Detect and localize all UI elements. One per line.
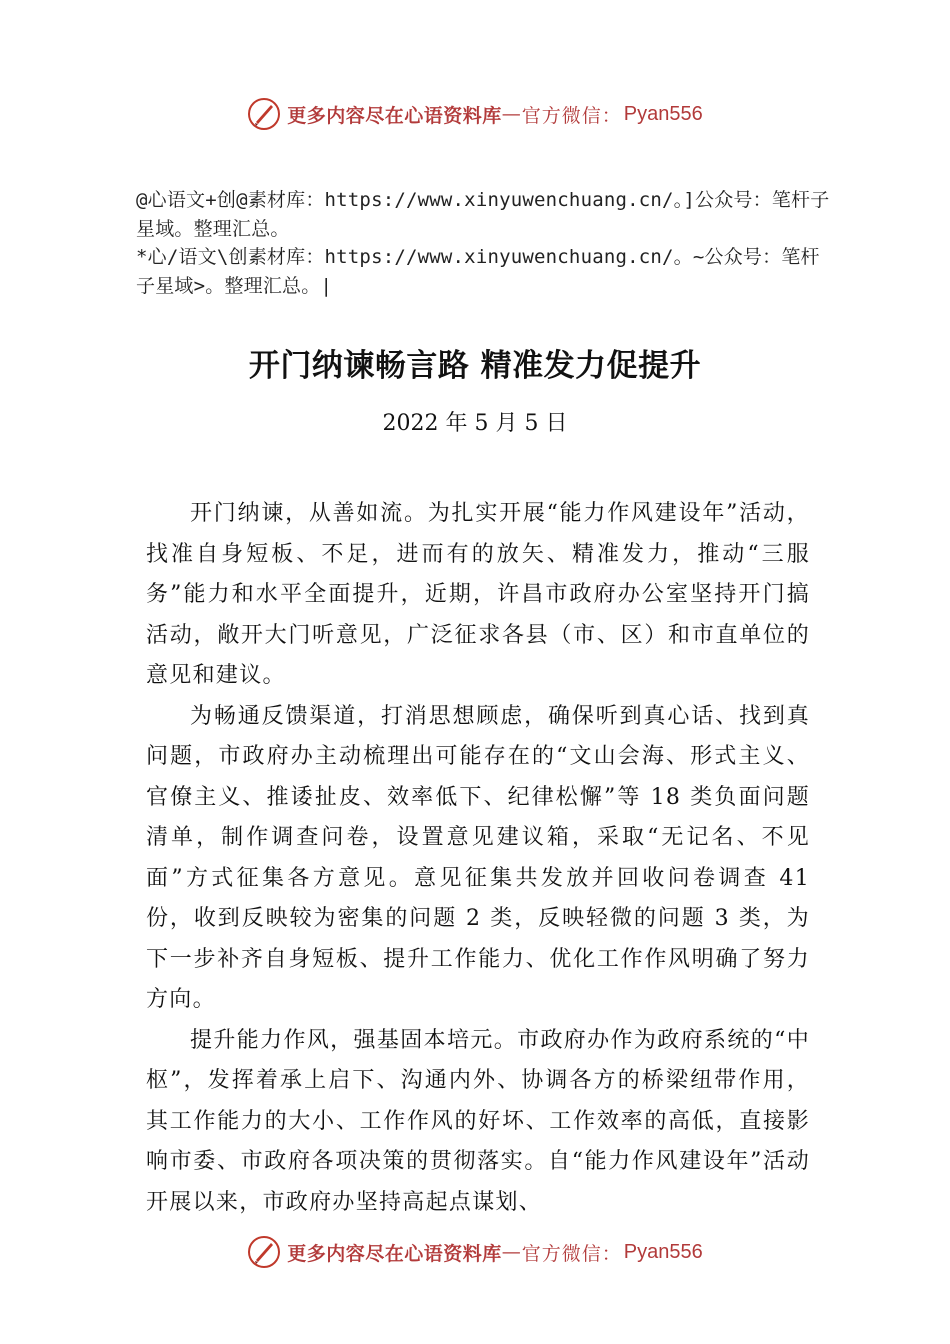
paragraph-3: 提升能力作风，强基固本培元。市政府办作为政府系统的“中枢”，发挥着承上启下、沟通内外、协调各方的桥梁纽带作用，其工作能力的大小、工作作风的好坏、工作效率的高低，直接影响市委、市政府各项决策的贯彻落实。自“能力作风建设年”活动开展以来，市政府办坚持高起点谋划、 [146,1027,810,1215]
banner-wechat-label: 官方微信： [521,1242,622,1265]
source-header [136,186,836,300]
document-body [146,494,810,1223]
paragraph-1: 开门纳谏，从善如流。为扎实开展“能力作风建设年”活动，找准自身短板、不足，进而有的放矢、精准发力，推动“三服务”能力和水平全面提升，近期，许昌市政府办公室坚持开门搞活动，敞开大门听意见，广泛征求各县（市、区）和市直单位的意见和建议。 [146,501,810,688]
watermark-banner-bottom [0,1232,950,1272]
banner-wechat-label: 官方微信： [521,104,622,127]
banner-dash: — [501,1241,522,1263]
paragraph-2: 为畅通反馈渠道，打消思想顾虑，确保听到真心话、找到真问题，市政府办主动梳理出可能存在的“文山会海、形式主义、官僚主义、推诿扯皮、效率低下、纪律松懈”等 18 类负面问题清单，制作调查问卷，设置意见建议箱，采取“无记名、不见面”方式征集各方意见。意见征集共发放并回收问卷调查 41 份，收到反映较为密集的问题 2 类，反映轻微的问题 3 类，为下一步补齐自身短板、提升工作能力、优化工作作风明确了努力方向。 [146,703,810,1012]
banner-main-text: 更多内容尽在心语资料库 [287,1242,502,1265]
document-title: 开门纳谏畅言路 精准发力促提升 [248,348,702,384]
quill-logo-icon [247,97,281,131]
banner-wechat-id: Pyan556 [623,102,703,125]
quill-logo-icon [247,1235,281,1269]
source-line-2: *心/语文\创素材库：https://www.xinyuwenchuang.cn/。~公众号：笔杆子星域>。整理汇总。| [136,246,820,297]
document-date: 2022 年 5 月 5 日 [382,411,568,436]
banner-main-text: 更多内容尽在心语资料库 [287,104,502,127]
banner-wechat-id: Pyan556 [623,1240,703,1263]
watermark-banner-top [0,94,950,134]
banner-dash: — [501,103,522,125]
source-line-1: @心语文+创@素材库：https://www.xinyuwenchuang.cn/。]公众号：笔杆子星域。整理汇总。 [136,189,830,240]
